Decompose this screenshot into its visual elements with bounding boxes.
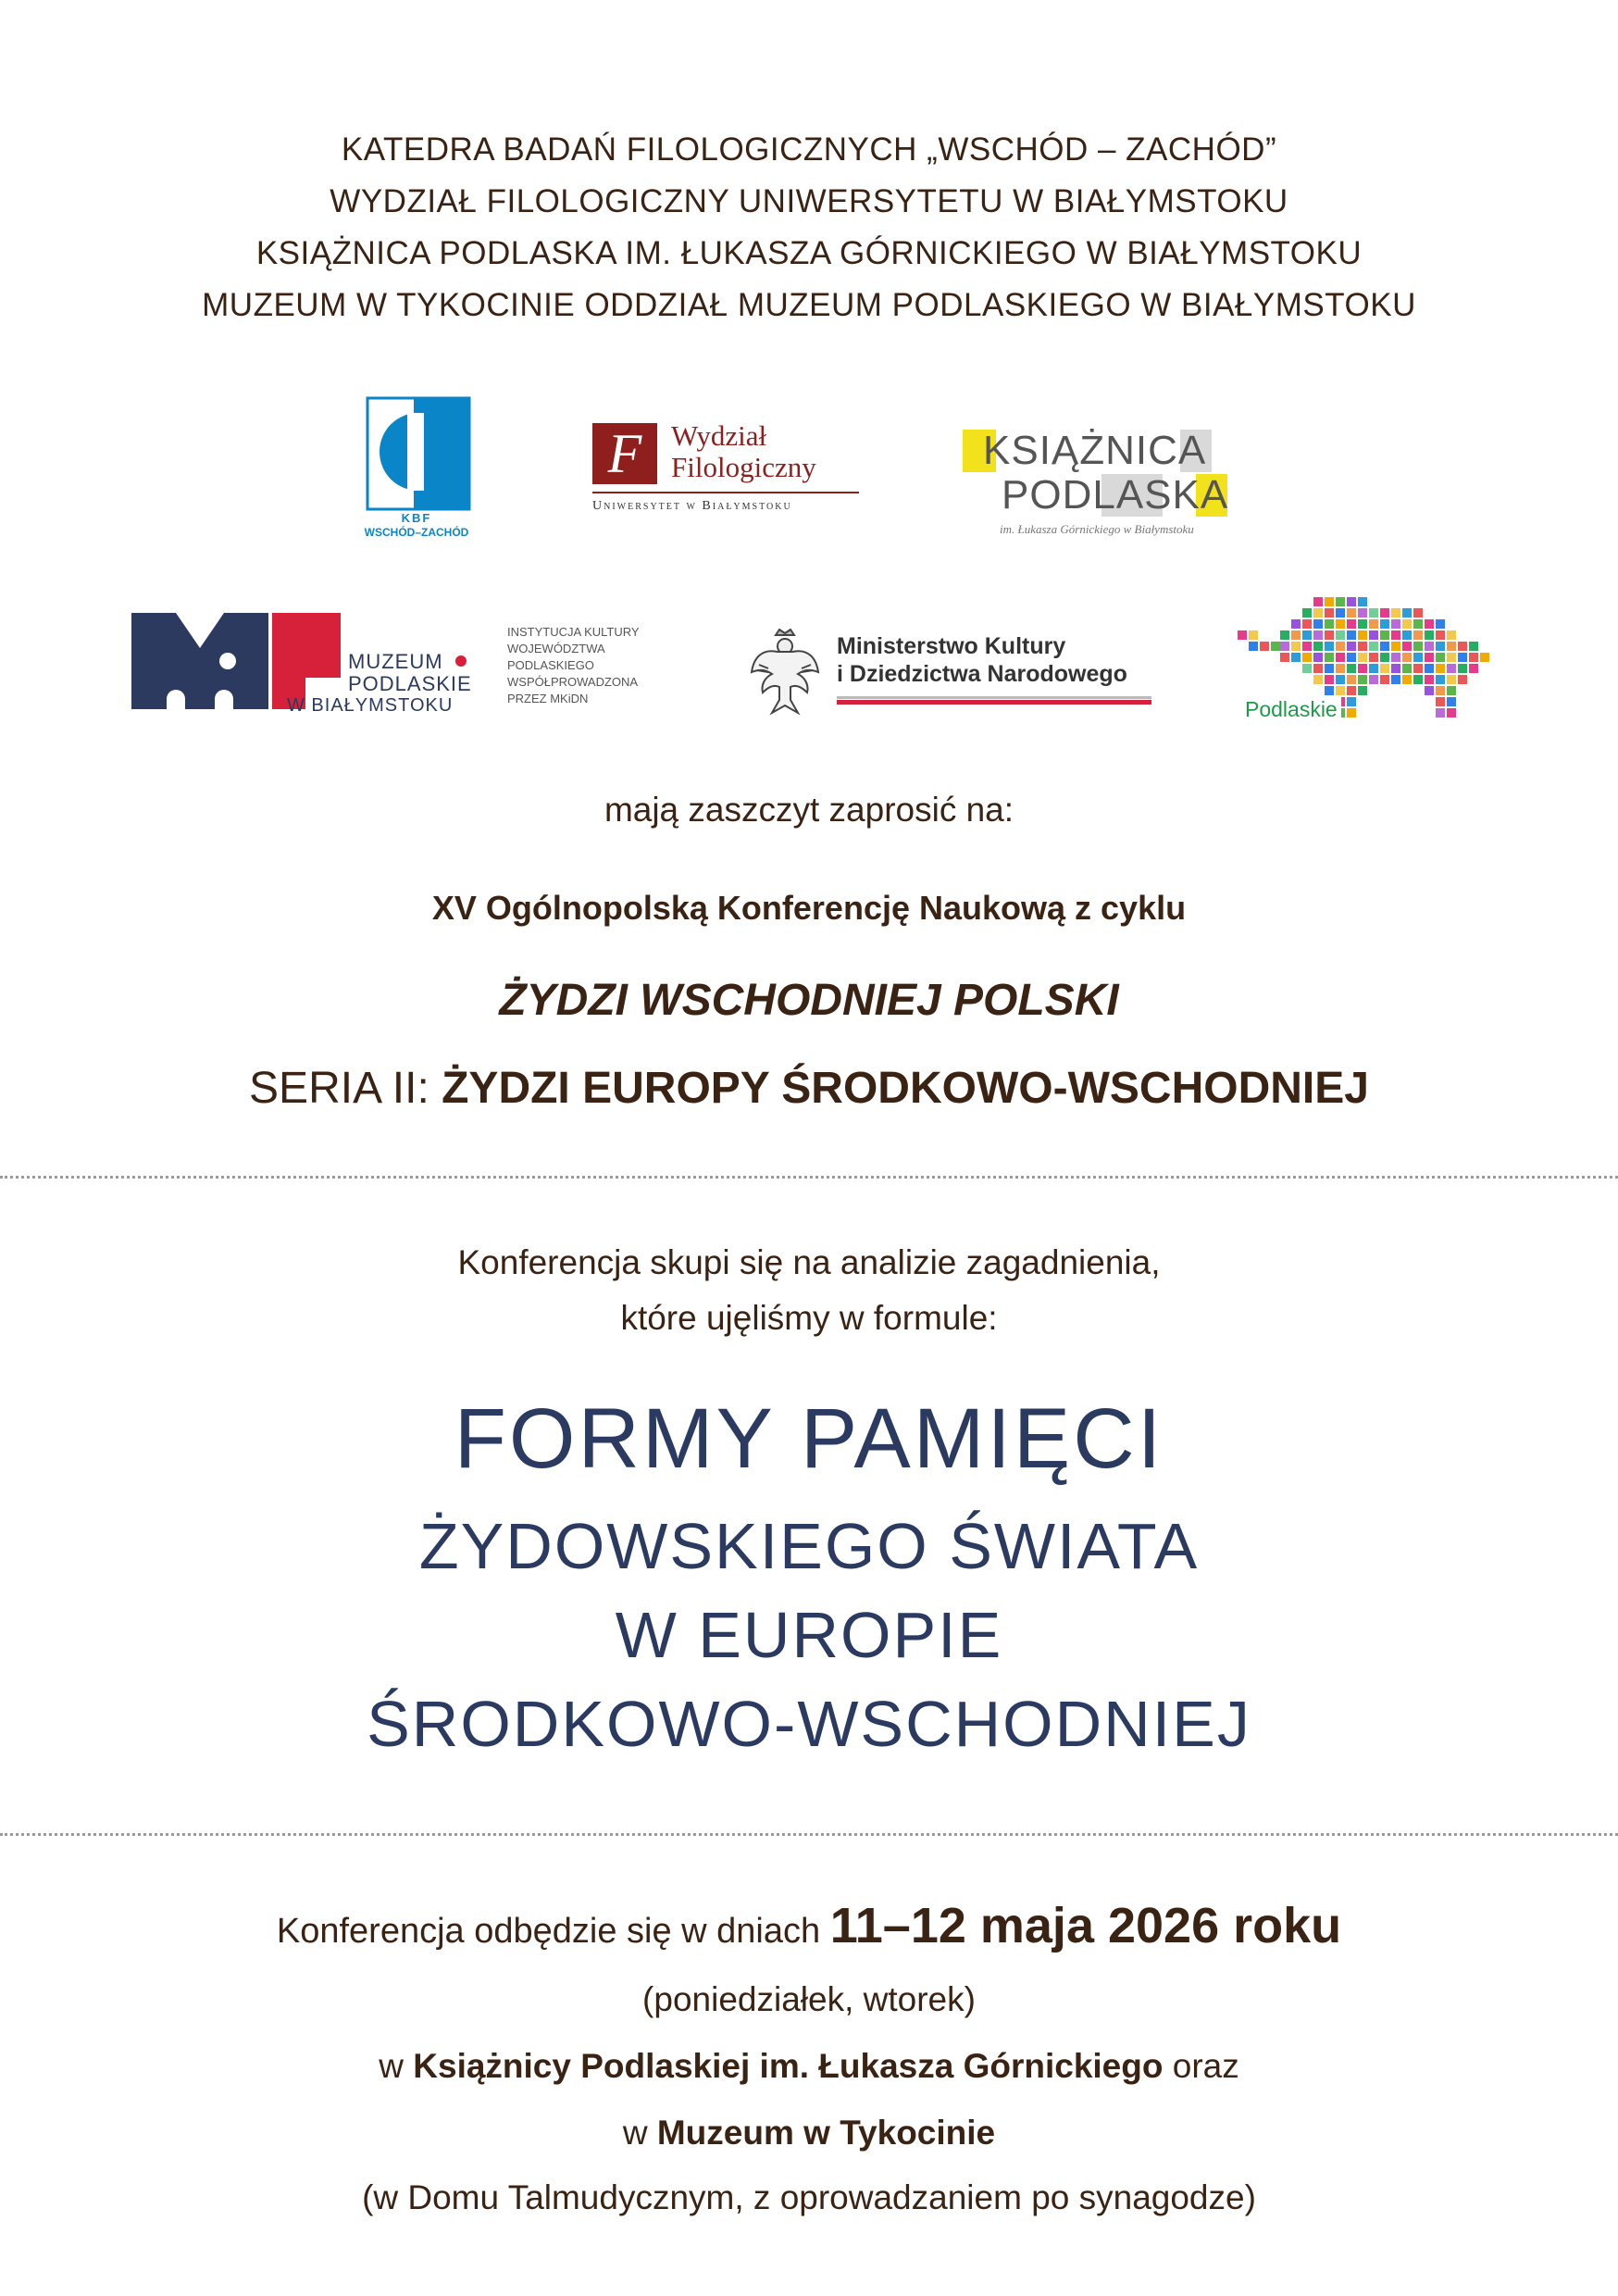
ksiaznica-podlaska-logo [963,426,1259,542]
podlaskie-logo [1236,597,1500,727]
main-title-line-2: ŻYDOWSKIEGO ŚWIATA [418,1510,1200,1582]
wydzial-logo-letter: F [607,423,642,484]
place2-prefix: w [622,2114,657,2152]
muzeum-logo-line1: MUZEUM [348,650,443,673]
kbf-logo-line1: KBF [401,511,432,525]
instytucja-line-1: INSTYTUCJA KULTURY [507,625,640,639]
dotted-divider-1 [0,1176,1618,1179]
kbf-logo-line2: WSCHÓD–ZACHÓD [364,526,469,539]
place-line-2 [0,2111,1618,2155]
wydzial-logo-name1: Wydział [671,419,767,452]
wydzial-logo-square [592,423,657,484]
ministerstwo-line1: Ministerstwo Kultury [837,633,1066,659]
instytucja-kultury-note [507,624,665,707]
kbf-logo [356,396,477,544]
place1-bold: Książnicy Podlaskiej im. Łukasza Górnickiego [413,2047,1164,2085]
instytucja-line-3: PODLASKIEGO [507,658,594,672]
focus-line-1: Konferencja skupi się na analizie zagadnienia, [457,1243,1161,1281]
ministerstwo-line2: i Dziedzictwa Narodowego [837,661,1127,687]
muzeum-podlaskie-logo [130,611,472,718]
date-bold: 11–12 maja 2026 roku [829,1898,1342,1953]
muzeum-logo-line2: PODLASKIE [348,672,472,695]
invite-line: mają zaszczyt zaprosić na: [604,791,1014,829]
main-title-line-1: FORMY PAMIĘCI [454,1391,1164,1486]
main-title-line-4: ŚRODKOWO-WSCHODNIEJ [367,1688,1251,1760]
instytucja-line-5: PRZEZ MKiDN [507,692,589,705]
place1-prefix: w [379,2047,414,2085]
wydzial-logo-name2: Filologiczny [671,451,816,483]
organizer-line-4: MUZEUM W TYKOCINIE ODDZIAŁ MUZEUM PODLASKIEGO W BIAŁYMSTOKU [202,287,1416,323]
wydzial-logo-divider [592,492,859,493]
muzeum-logo-line3: W BIAŁYMSTOKU [287,695,454,716]
ksiaznica-logo-line2: PODLASKA [1002,472,1229,518]
conference-line: XV Ogólnopolską Konferencję Naukową z cyklu [431,889,1187,927]
days-line: (poniedziałek, wtorek) [642,1980,976,2018]
instytucja-line-2: WOJEWÓDZTWA [507,642,605,655]
date-line [0,1896,1618,1961]
podlaskie-logo-label: Podlaskie [1245,697,1341,721]
series-prefix: SERIA II: [249,1064,442,1113]
place-note: (w Domu Talmudycznym, z oprowadzaniem po synagodze) [362,2178,1256,2216]
ksiaznica-logo-line1: KSIĄŻNICA [983,428,1207,473]
cycle-title: ŻYDZI WSCHODNIEJ POLSKI [499,976,1119,1025]
wydzial-logo-sub: Uniwersytet w Białymstoku [592,499,792,513]
muzeum-logo-dot [455,655,467,667]
organizer-line-3: KSIĄŻNICA PODLASKA IM. ŁUKASZA GÓRNICKIEGO W BIAŁYMSTOKU [255,235,1363,271]
place1-suffix: oraz [1163,2047,1239,2085]
date-prefix: Konferencja odbędzie się w dniach [276,1912,830,1951]
wydzial-filologiczny-logo [592,421,861,528]
place2-bold: Muzeum w Tykocinie [656,2114,996,2152]
main-title-line-3: W EUROPIE [615,1599,1003,1671]
dotted-divider-2 [0,1833,1618,1836]
instytucja-line-4: WSPÓŁPROWADZONA [507,675,639,689]
place-line-1 [0,2044,1618,2089]
series-title: ŻYDZI EUROPY ŚRODKOWO-WSCHODNIEJ [442,1064,1369,1113]
organizer-line-1: KATEDRA BADAŃ FILOLOGICZNYCH „WSCHÓD – ZACHÓD” [341,131,1277,168]
polish-eagle-icon [748,628,822,717]
focus-line-2: które ujęliśmy w formule: [620,1299,998,1337]
organizer-line-2: WYDZIAŁ FILOLOGICZNY UNIWERSYTETU W BIAŁYMSTOKU [330,183,1288,219]
ministerstwo-logo [748,628,1160,720]
ksiaznica-logo-sub: im. Łukasza Górnickiego w Białymstoku [1000,522,1194,536]
ministerstwo-flag-red [837,700,1151,705]
ministerstwo-flag-white [837,696,1151,699]
series-line [0,1061,1618,1117]
